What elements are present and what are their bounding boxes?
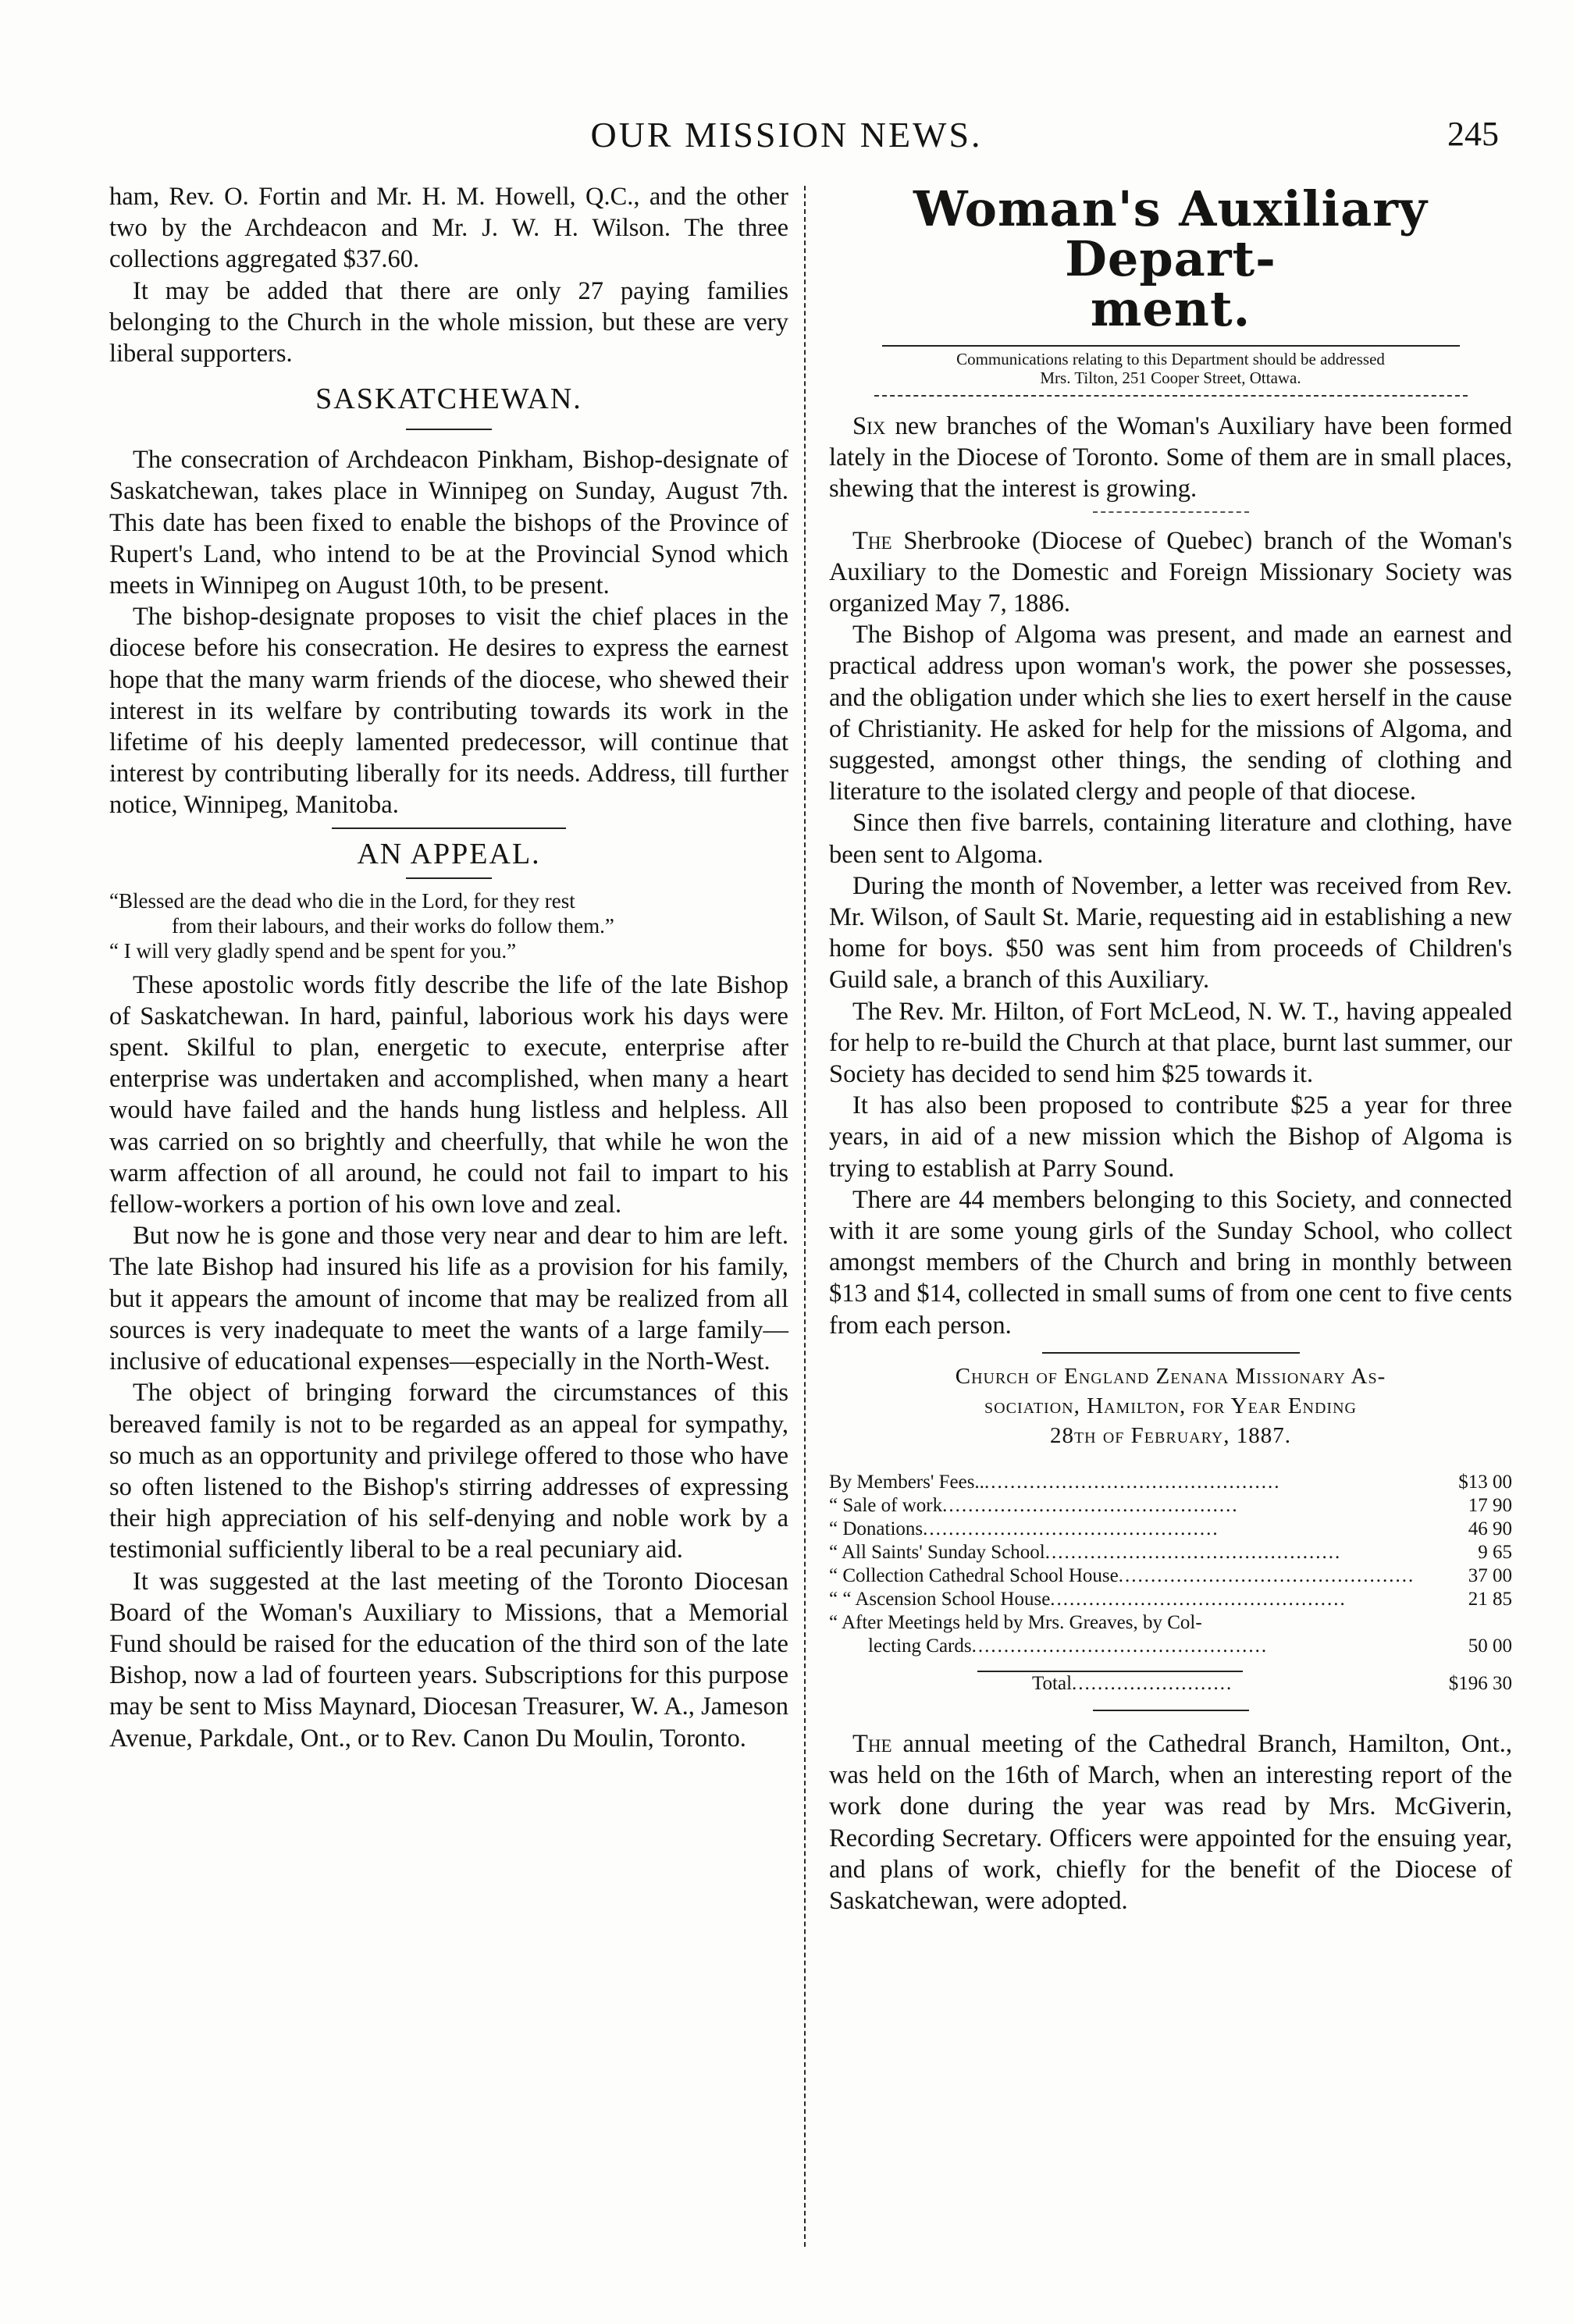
account-total bbox=[829, 1672, 1512, 1696]
lead-word: The bbox=[852, 1729, 892, 1758]
zenana-heading-line: Church of England Zenana Missionary As- bbox=[955, 1363, 1386, 1389]
table-row bbox=[829, 1564, 1512, 1588]
section-heading-saskatchewan: SASKATCHEWAN. bbox=[315, 383, 582, 416]
account-label-text: “ All Saints' Sunday School bbox=[829, 1541, 1045, 1563]
account-amount: 46 90 bbox=[1468, 1518, 1512, 1539]
page-header bbox=[0, 114, 1573, 169]
total-amount: $196 30 bbox=[1448, 1672, 1512, 1694]
right-column bbox=[829, 181, 1512, 2293]
epigraph-line: from their labours, and their works do follow them.” bbox=[172, 913, 614, 938]
account-rows bbox=[829, 1471, 1512, 1658]
department-title-line: ment. bbox=[1090, 280, 1251, 337]
department-title bbox=[829, 180, 1512, 337]
table-row bbox=[829, 1494, 1512, 1518]
table-row bbox=[829, 1518, 1512, 1541]
article-paragraph: The object of bringing forward the circumstances of this bereaved family is not to be regarded as an appeal for sympathy, so much as an opportunity and privilege offered to those who have so often listened to the Bishop's stirring addresses of expressing their high appreciation of his self-denying and noble work by a testimonial sufficiently liberal to be a real pecuniary aid. bbox=[109, 1379, 788, 1564]
epigraph-quote bbox=[109, 888, 788, 963]
item-separator bbox=[1093, 511, 1249, 513]
account-label-text: “ “ Ascension School House bbox=[829, 1588, 1051, 1610]
article-paragraph bbox=[829, 525, 1512, 620]
communications-line: Communications relating to this Department should be addressed bbox=[956, 350, 1385, 368]
account-label-text: By Members' Fees.. bbox=[829, 1471, 984, 1493]
account-amount: 37 00 bbox=[1468, 1564, 1512, 1586]
account-label bbox=[829, 1471, 1426, 1494]
department-title-line: Woman's Auxiliary Depart- bbox=[913, 180, 1428, 287]
paragraph-text: new branches of the Woman's Auxiliary have been formed lately in the Diocese of Toronto. Some of them are in small places, shewing that the interest is growing. bbox=[829, 412, 1512, 504]
article-paragraph: There are 44 members belonging to this Society, and connected with it are some young girls of the Sunday School, who collect amongst members of the Church and bring in monthly between $13 and $14, collected in small sums of from one cent to five cents from each person. bbox=[829, 1185, 1512, 1340]
leader-dots: .............................................. bbox=[1045, 1541, 1342, 1563]
leader-dots: .............................................. bbox=[984, 1471, 1281, 1493]
total-label bbox=[829, 1672, 1426, 1696]
account-label bbox=[829, 1611, 1426, 1635]
table-row bbox=[829, 1672, 1512, 1696]
table-row bbox=[829, 1588, 1512, 1611]
lead-word: Six bbox=[852, 412, 886, 440]
account-label-text: lecting Cards bbox=[868, 1635, 972, 1657]
paragraph-text: Sherbrooke (Diocese of Quebec) branch of the Woman's Auxiliary to the Domestic and Foreign Missionary Society was organized May 7, 1886. bbox=[829, 526, 1512, 618]
article-paragraph: These apostolic words fitly describe the life of the late Bishop of Saskatchewan. In hard, painful, laborious work his days were spent. Skilful to plan, energetic to execute, enterprise after enterprise was undertaken and accomplished, when many a heart would have failed and the hands hung listless and helpless. All was carried on so brightly and cheerfully, that while he won the warm affection of all around, he could not fail to impart to his fellow-workers a portion of his own love and zeal. bbox=[109, 970, 788, 1219]
account-amount: 21 85 bbox=[1468, 1588, 1512, 1610]
leader-dots: .............................................. bbox=[971, 1635, 1269, 1657]
account-label bbox=[829, 1518, 1426, 1541]
paragraph-text: annual meeting of the Cathedral Branch, Hamilton, Ont., was held on the 16th of March, when an interesting report of the work done during the year was read by Mrs. McGiverin, Recording Secretary. Officers were appointed for the ensuing year, and plans of work, chiefly for the benefit of the Diocese of Saskatchewan, were adopted. bbox=[829, 1729, 1512, 1915]
leader-dots: .............................................. bbox=[942, 1494, 1239, 1516]
article-paragraph: But now he is gone and those very near and dear to him are left. The late Bishop had insured his life as a provision for his family, but it appears the amount of income that may be realized from all sources is very inadequate to meet the wants of a large family—inclusive of educational expenses—especially in the North-West. bbox=[109, 1222, 788, 1376]
department-dashed-rule bbox=[874, 395, 1468, 397]
leader-dots: .............................................. bbox=[1050, 1588, 1347, 1610]
account-amount: 9 65 bbox=[1478, 1541, 1512, 1563]
left-column bbox=[109, 181, 788, 2293]
article-paragraph: The bishop-designate proposes to visit the chief places in the diocese before his consecration. He desires to express the earnest hope that the many warm friends of the diocese, who shewed their interest in its welfare by contributing towards its work in the lifetime of his deeply lamented predecessor, will continue that interest by contributing liberally for its needs. Address, till further notice, Winnipeg, Manitoba. bbox=[109, 603, 788, 820]
account-amount bbox=[1426, 1611, 1512, 1635]
account-label-text: “ Sale of work bbox=[829, 1494, 943, 1516]
communications-line: Mrs. Tilton, 251 Cooper Street, Ottawa. bbox=[1040, 368, 1301, 387]
account-amount: 50 00 bbox=[1468, 1635, 1512, 1657]
heading-rule bbox=[406, 877, 492, 879]
table-row bbox=[829, 1541, 1512, 1564]
article-paragraph: The consecration of Archdeacon Pinkham, Bishop-designate of Saskatchewan, takes place in Winnipeg on Sunday, August 7th. This date has been fixed to enable the bishops of the Province of Rupert's Land, who intend to be at the Provincial Synod which meets in Winnipeg on August 10th, to be present. bbox=[109, 446, 788, 600]
account-label-text: “ Collection Cathedral School House bbox=[829, 1564, 1119, 1586]
department-rule bbox=[882, 345, 1460, 347]
account-amount: $13 00 bbox=[1458, 1471, 1512, 1493]
account-label bbox=[829, 1635, 1426, 1658]
epigraph-line: “Blessed are the dead who die in the Lord, for they rest bbox=[109, 888, 575, 913]
zenana-heading bbox=[829, 1361, 1512, 1450]
account-label-text: “ Donations bbox=[829, 1518, 924, 1539]
table-row bbox=[829, 1611, 1512, 1635]
section-rule bbox=[332, 827, 566, 829]
article-paragraph bbox=[829, 1728, 1512, 1916]
leader-dots: ......................... bbox=[1072, 1672, 1233, 1694]
account-table bbox=[829, 1471, 1512, 1658]
zenana-heading-line: sociation, Hamilton, for Year Ending bbox=[984, 1393, 1357, 1418]
account-label bbox=[829, 1494, 1426, 1518]
section-rule bbox=[1042, 1352, 1300, 1354]
epigraph-line: “ I will very gladly spend and be spent for you.” bbox=[109, 938, 517, 963]
account-label bbox=[829, 1541, 1426, 1564]
article-paragraph: It was suggested at the last meeting of the Toronto Diocesan Board of the Woman's Auxiliary to Missions, that a Memorial Fund should be raised for the education of the third son of the late Bishop, now a lad of fourteen years. Subscriptions for this purpose may be sent to Miss Maynard, Diocesan Treasurer, W. A., Jameson Avenue, Parkdale, Ont., or to Rev. Canon Du Moulin, Toronto. bbox=[109, 1567, 788, 1753]
account-amount: 17 90 bbox=[1468, 1494, 1512, 1516]
account-label bbox=[829, 1588, 1426, 1611]
lead-word: The bbox=[852, 526, 892, 555]
column-divider bbox=[804, 186, 806, 2247]
communications-note bbox=[829, 350, 1512, 387]
article-paragraph bbox=[829, 411, 1512, 505]
running-title: OUR MISSION NEWS. bbox=[590, 115, 983, 155]
article-paragraph: The Bishop of Algoma was present, and made an earnest and practical address upon woman's work, the power she possesses, and the obligation under which she lies to exert herself in the cause of Christianity. He asked for help for the missions of Algoma, and suggested, amongst other things, the sending of clothing and literature to the isolated clergy and people of that diocese. bbox=[829, 621, 1512, 806]
intro-paragraph: ham, Rev. O. Fortin and Mr. H. M. Howell, Q.C., and the other two by the Archdeacon and Mr. J. W. H. Wilson. The three collections aggregated $37.60. bbox=[109, 183, 788, 274]
article-paragraph: During the month of November, a letter was received from Rev. Mr. Wilson, of Sault St. Marie, requesting aid in establishing a new home for boys. $50 was sent him from proceeds of Children's Guild sale, a branch of this Auxiliary. bbox=[829, 871, 1512, 995]
leader-dots: .............................................. bbox=[923, 1518, 1219, 1539]
heading-rule bbox=[406, 429, 492, 430]
section-rule bbox=[1093, 1710, 1249, 1711]
intro-paragraph: It may be added that there are only 27 paying families belonging to the Church in the whole mission, but these are very liberal supporters. bbox=[109, 276, 788, 368]
article-paragraph: Since then five barrels, containing literature and clothing, have been sent to Algoma. bbox=[829, 809, 1512, 869]
account-label bbox=[829, 1564, 1426, 1588]
article-paragraph: It has also been proposed to contribute $25 a year for three years, in aid of a new mission which the Bishop of Algoma is trying to establish at Parry Sound. bbox=[829, 1091, 1512, 1183]
section-heading-appeal: AN APPEAL. bbox=[357, 837, 541, 870]
leader-dots: .............................................. bbox=[1118, 1564, 1415, 1586]
page-number: 245 bbox=[1447, 115, 1499, 153]
zenana-heading-line: 28th of February, 1887. bbox=[1049, 1422, 1292, 1448]
table-row bbox=[829, 1635, 1512, 1658]
article-paragraph: The Rev. Mr. Hilton, of Fort McLeod, N. W. T., having appealed for help to re-build the Church at that place, burnt last summer, our Society has decided to send him $25 towards it. bbox=[829, 997, 1512, 1089]
table-row bbox=[829, 1471, 1512, 1494]
account-label-text: “ After Meetings held by Mrs. Greaves, by Col- bbox=[829, 1611, 1202, 1633]
total-label-text: Total bbox=[1032, 1672, 1073, 1694]
